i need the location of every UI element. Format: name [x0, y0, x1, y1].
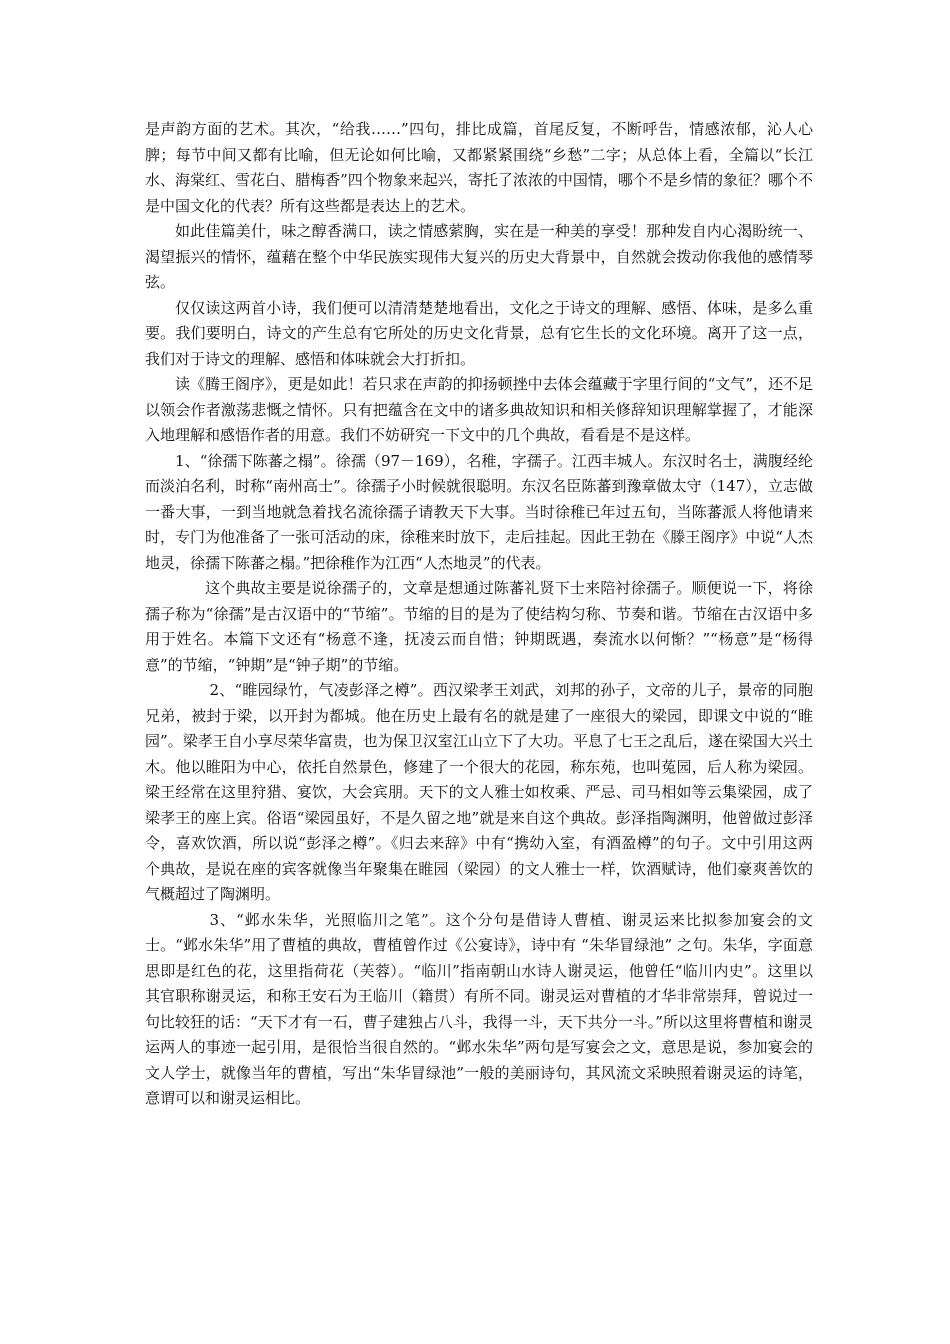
document-body [145, 117, 813, 1112]
paragraph-allusion-2: 2、“睢园绿竹，气凌彭泽之樽”。西汉梁孝王刘武，刘邦的孙子，文帝的儿子，景帝的同胞兄弟，被封于梁，以开封为都城。他在历史上最有名的就是建了一座很大的梁园，即课文中说的“睢园”。梁孝王自小享尽荣华富贵，也为保卫汉室江山立下了大功。平息了七王之乱后，遂在梁国大兴土木。他以睢阳为中心，依托自然景色，修建了一个很大的花园，称东苑，也叫菟园，后人称为梁园。梁王经常在这里狩猎、宴饮，大会宾朋。天下的文人雅士如枚乘、严忌、司马相如等云集梁园，成了梁孝王的座上宾。俗语“梁园虽好，不是久留之地”就是来自这个典故。彭泽指陶渊明，他曾做过彭泽令，喜欢饮酒，所以说“彭泽之樽”。《归去来辞》中有“携幼入室，有酒盈樽”的句子。文中引用这两个典故，是说在座的宾客就像当年聚集在睢园（梁园）的文人雅士一样，饮酒赋诗，他们豪爽善饮的气概超过了陶渊明。 [145, 681, 813, 903]
paragraph-allusion-1: 1、“徐孺下陈蕃之榻”。徐孺（97－169），名稚，字孺子。江西丰城人。东汉时名士，满腹经纶而淡泊名利，时称“南州高士”。徐孺子小时候就很聪明。东汉名臣陈蕃到豫章做太守（147），立志做一番大事，一到当地就急着找名流徐孺子请教天下大事。当时徐稚已年过五旬，当陈蕃派人将他请来时，专门为他准备了一张可活动的床，徐稚来时放下，走后挂起。因此王勃在《滕王阁序》中说“人杰地灵，徐孺下陈蕃之榻。”把徐稚作为江西“人杰地灵”的代表。 [145, 451, 813, 572]
paragraph-allusion-3: 3、“邺水朱华，光照临川之笔”。这个分句是借诗人曹植、谢灵运来比拟参加宴会的文士。“邺水朱华”用了曹植的典故，曹植曾作过《公宴诗》，诗中有 “朱华冒绿池” 之句。朱华，字面意思即是红色的花，这里指荷花（芙蓉）。“临川”指南朝山水诗人谢灵运，他曾任“临川内史”。这里以其官职称谢灵运，和称王安石为王临川（籍贯）有所不同。谢灵运对曹植的才华非常崇拜，曾说过一句比较狂的话：“天下才有一石，曹子建独占八斗，我得一斗，天下共分一斗。”所以这里将曹植和谢灵运两人的事迹一起引用，是很恰当很自然的。“邺水朱华”两句是写宴会之文，意思是说，参加宴会的文人学士，就像当年的曹植，写出“朱华冒绿池”一般的美丽诗句，其风流文采映照着谢灵运的诗笔，意谓可以和谢灵运相比。 [145, 910, 813, 1107]
paragraph-allusion-1-note: 这个典故主要是说徐孺子的，文章是想通过陈蕃礼贤下士来陪衬徐孺子。顺便说一下，将徐孺子称为“徐孺”是古汉语中的“节缩”。节缩的目的是为了使结构匀称、节奏和谐。节缩在古汉语中多用于姓名。本篇下文还有“杨意不逢，抚凌云而自惜；钟期既遇，奏流水以何惭？”“杨意”是“杨得意”的节缩，“钟期”是“钟子期”的节缩。 [145, 579, 813, 674]
paragraph-tengwangge: 读《腾王阁序》，更是如此！若只求在声韵的抑扬顿挫中去体会蕴藏于字里行间的“文气”，还不足以领会作者激荡悲慨之情怀。只有把蕴含在文中的诸多典故知识和相关修辞知识理解掌握了，才能深入地理解和感悟作者的用意。我们不妨研究一下文中的几个典故，看看是不是这样。 [145, 375, 813, 444]
paragraph-culture: 仅仅读这两首小诗，我们便可以清清楚楚地看出，文化之于诗文的理解、感悟、体味，是多么重要。我们要明白，诗文的产生总有它所处的历史文化背景，总有它生长的文化环境。离开了这一点，我们对于诗文的理解、感悟和体味就会大打折扣。 [145, 298, 813, 368]
paragraph-poetry-art: 是声韵方面的艺术。其次，“给我……”四句，排比成篇，首尾反复，不断呼告，情感浓郁，沁人心脾；每节中间又都有比喻，但无论如何比喻，又都紧紧围绕“乡愁”二字；从总体上看，全篇以“长江水、海棠红、雪花白、腊梅香”四个物象来起兴，寄托了浓浓的中国情，哪个不是乡情的象征？哪个不是中国文化的代表？所有这些都是表达上的艺术。 [145, 120, 813, 215]
paragraph-beauty: 如此佳篇美什，味之醇香满口，读之情感萦胸，实在是一种美的享受！那种发自内心渴盼统一、渴望振兴的情怀，蕴藉在整个中华民族实现伟大复兴的历史大背景中，自然就会拨动你我他的感情琴弦。 [145, 222, 813, 291]
